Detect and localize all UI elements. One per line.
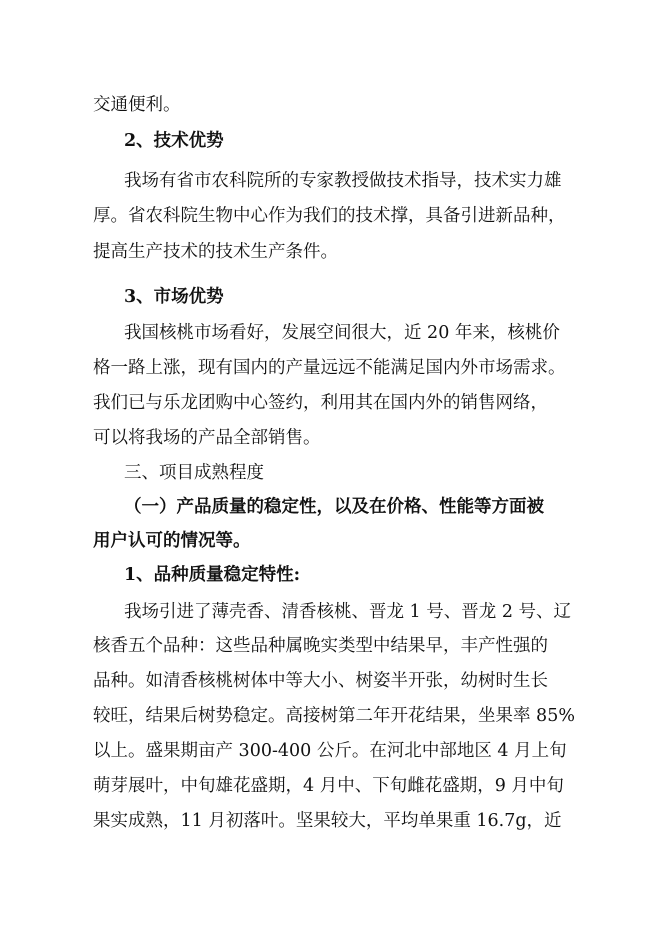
section-heading-technical-advantage: 2、技术优势	[124, 131, 224, 151]
text-line: 萌芽展叶，中旬雄花盛期，4 月中、下旬雌花盛期，9 月中旬	[93, 776, 564, 796]
text-line: 以上。盛果期亩产 300-400 公斤。在河北中部地区 4 月上旬	[93, 741, 567, 761]
text-line: 我场有省市农科院所的专家教授做技术指导，技术实力雄	[124, 171, 562, 191]
text-line: 我场引进了薄壳香、清香核桃、晋龙 1 号、晋龙 2 号、辽	[124, 602, 572, 622]
section-heading-project-maturity: 三、项目成熟程度	[124, 463, 264, 483]
text-line: 厚。省农科院生物中心作为我们的技术撑，具备引进新品种，	[93, 206, 566, 226]
text-line: 格一路上涨，现有国内的产量远远不能满足国内外市场需求。	[93, 358, 566, 378]
subsection-heading-product-quality-cont: 用户认可的情况等。	[93, 531, 251, 551]
text-line: 品种。如清香核桃树体中等大小、树姿半开张，幼树时生长	[93, 671, 548, 691]
text-line: 较旺，结果后树势稳定。高接树第二年开花结果，坐果率 85%	[93, 706, 575, 726]
text-line: 可以将我场的产品全部销售。	[93, 428, 321, 448]
text-line: 果实成熟，11 月初落叶。坚果较大，平均单果重 16.7g，近	[93, 811, 562, 831]
subsection-heading-product-quality: （一）产品质量的稳定性，以及在价格、性能等方面被	[124, 497, 544, 517]
text-line: 交通便利。	[93, 95, 181, 115]
section-heading-variety-quality: 1、品种质量稳定特性:	[124, 565, 301, 585]
section-heading-market-advantage: 3、市场优势	[124, 287, 224, 307]
text-line: 提高生产技术的技术生产条件。	[93, 242, 338, 262]
text-line: 核香五个品种：这些品种属晚实类型中结果早，丰产性强的	[93, 636, 548, 656]
text-line: 我们已与乐龙团购中心签约，利用其在国内外的销售网络，	[93, 393, 548, 413]
text-line: 我国核桃市场看好，发展空间很大，近 20 年来，核桃价	[124, 323, 560, 343]
